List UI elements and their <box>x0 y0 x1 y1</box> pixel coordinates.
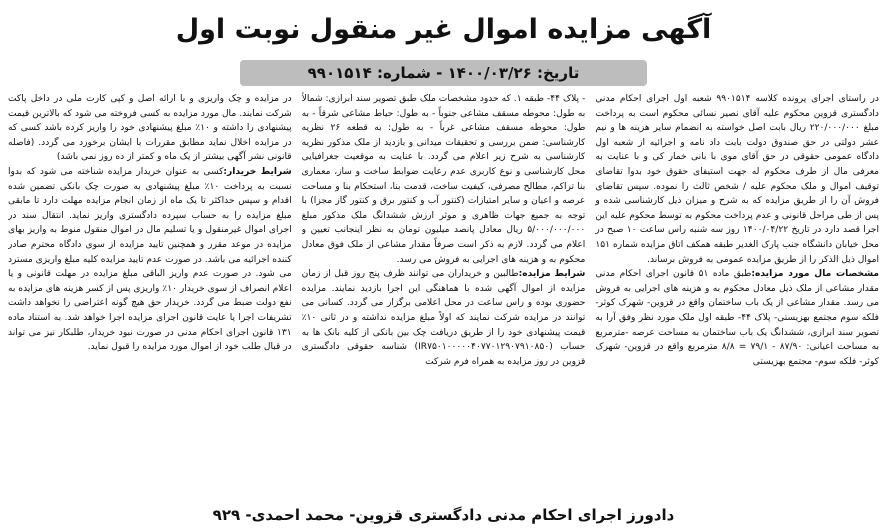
terms-text: طالبین و خریداران می توانند ظرف پنج روز قبل از زمان مزایده از اموال آگهی شده با هماهنگی این اجرا بازدید نمایند. مزایده حضوری بوده و راس ساعت در محل اعلامی برگزار می گردد. کسانی می توانند در مزایده شرکت نمایند که اولاً مبلغ مزایده نداشته و در ثانی ۱۰٪ قیمت پیشنهادی خود را از طریق دریافت چک بین بانکی از کلیه بانک ها به حساب (IR۷۵۰۱۰۰۰۰۰۴۰۷۷۰۱۲۹۰۷۹۱۰۸۵۰) شناسه حقوقی دادگستری قزوین در روز مزایده به همراه فرم شرکت <box>301 269 586 367</box>
terms-heading: شرایط مزایده: <box>518 269 586 280</box>
spec-text: طبق ماده ۵۱ قانون اجرای احکام مدنی مقدار مشاعی از ملک ذیل معادل محکوم به و هزینه های اجرایی به فروش می رسد. مقدار مشاعی از یک باب ساختمان واقع در قزوین- شهرک کوثر- فلکه سوم مجتمع بهزیستی- پلاک ۴۴- طبقه اول ملک مورد نظر وفق آرا به تصویر سند ابرازی، ششدانگ یک باب ساختمان به مساحت عرصه -مترمربع به مساحت اعیانی: ۸۷/۹۰ - ۷۹/۱ = ۸/۸ مترمربع واقع در قزوین- شهرک کوثر- فلکه سوم- مجتمع بهزیستی <box>595 269 879 367</box>
column-middle-terms <box>302 267 586 369</box>
column-left-text: در مزایده و چک واریزی و با ارائه اصل و کپی کارت ملی در داخل پاکت شرکت نمایند. مال مورد مزایده به کسی فروخته می شود که بالاترین قیمت پیشنهادی را داشته و ۱۰٪ مبلغ پیشنهادی خود را واریز کرده باشد کسی که در مزایده اخلال نماید مطابق مقررات با ایشان برخورد می گردد. (فاصله قانونی نشر آگهی بیشتر از یک ماه و کمتر از ده روز نمی باشد) <box>7 94 292 163</box>
column-right-spec <box>595 267 879 369</box>
notice-body <box>8 92 879 492</box>
notice-signature: دادورز اجرای احکام مدنی دادگستری قزوین- محمد احمدی- ۹۲۹ <box>212 506 675 524</box>
column-middle-text: - پلاک ۴۴- طبقه ۱. که حدود مشخصات ملک طبق تصویر سند ابرازی: شمالاً به طول: محوطه مسقف مشاعی جنوباً - به طول: حیاط مشاعی شرقاً - به طول: محوطه مسقف مشاعی غرباً - به طول: به قطعه ۲۶ نظریه کارشناسی: ضمن بررسی و تحقیقات میدانی و بازدید از ملک مذکور نظریه کارشناسی به شرح زیر اعلام می گردد. با عنایت به موقعیت جغرافیایی محل کارشناسی و نوع کاربری عدم رعایت ضوابط ساخت و ساز، معماری بنا تراکم، مطالح مصرفی، کیفیت ساخت، قدمت بنا، استحکام بنا و مساحت عرصه و اعیان و سایر امتیازات (کنتور آب و کنتور برق و کنتور گاز مجزا) با توجه به جمیع جهات ظاهری و موثر ارزش ششدانگ ملک مذکور مبلغ ۵/۰۰۰/۰۰۰/۰۰۰ ریال معادل پانصد میلیون تومان به نظر اینجانب تعیین و اعلام می گردد. لازم به ذکر است صرفاً مقدار مشاعی از ملک فوق معادل محکوم به و هزینه های اجرایی به فروش می رسد. <box>301 94 586 265</box>
column-right-text: در راستای اجرای پرونده کلاسه ۹۹۰۱۵۱۴ شعبه اول اجرای احکام مدنی دادگستری قزوین محکوم علیه آقای نصیر نسائی محکوم است به پرداخت مبلغ ۲۲۰/۰۰۰/۰۰۰ ریال بابت اصل خواسته به انضمام سایر هزینه ها و نیم عشر دولتی در حق صندوق دولت بابت داد نامه و اجرائیه از شعبه اول دادگاه عمومی حقوقی در حق آقای موی با بانی خمار کی و با عنایت به معرفی مال از طرف محکوم له جهت استیفای حقوق خود بدوا تقاضای توقیف اموال و ملک محکوم علیه / شخص ثالث را نموده. سپس تقاضای فروش آن را از طریق مزایده که به شرح و میزان ذیل کارشناسی شده و پس از طی مراحل قانونی و عدم پرداخت محکوم به توسط محکوم علیه این اجرا قصد دارد در تاریخ ۱۴۰۰/۰۴/۲۲ روز سه شنبه راس ساعت ۱۰ صبح در محل خیابان دانشگاه جنب پارک الغدیر طبقه همکف اتاق مزایده شماره ۱۵۱ اموال ذیل الذکر را از طریق مزایده عمومی به فروش برساند. <box>595 94 879 265</box>
notice-title: آگهی مزایده اموال غیر منقول نوبت اول <box>175 14 712 45</box>
notice-date-number: تاریخ: ۱۴۰۰/۰۳/۲۶ - شماره: ۹۹۰۱۵۱۴ <box>240 60 647 86</box>
column-left <box>8 92 292 492</box>
buyer-heading: شرایط خریدار: <box>223 166 292 177</box>
column-right <box>595 92 879 492</box>
spec-heading: مشخصات مال مورد مزایده: <box>751 269 879 280</box>
column-left-buyer <box>8 165 292 355</box>
buyer-text: کسی به عنوان خریدار مزایده شناخته می شود که بدوا نسبت به پرداخت ۱۰٪ مبلغ پیشنهادی به صورت چک بانکی تضمین شده اقدام و سپس حداکثر تا یک ماه از زمان انجام مزایده مهلت دارد تا مابقی مبلغ مزایده را به حساب سپرده دادگستری واریز نماید. انتقال سند در اجرای اموال غیرمنقول و یا تسلیم مال در اموال منقول منوط به واریز بهای مزایده در موعد مقرر و همچنین تایید مزایده از سوی دادگاه محترم صادر کننده اجرائیه می باشد. در صورت عدم تایید مزایده کلیه مبلغ واریزی مسترد می شود. در صورت عدم واریز الباقی مبلغ مزایده در مهلت قانونی و یا اعلام انصراف از سوی خریدار ۱۰٪ واریزی پس از کسر هزینه های مزایده به نفع دولت ضبط می گردد. خریدار حق هیچ گونه اعتراضی را نخواهد داشت تشریفات اجرا یا عایت قانون اجرای مزایده اجرا خواهد شد. به استناد ماده ۱۳۱ قانون اجرای احکام مدنی در صورت نبود خریدار، طلبکار نیز می تواند در قبال طلب خود از اموال مورد مزایده را قبول نماید. <box>7 166 292 353</box>
column-middle <box>302 92 586 492</box>
